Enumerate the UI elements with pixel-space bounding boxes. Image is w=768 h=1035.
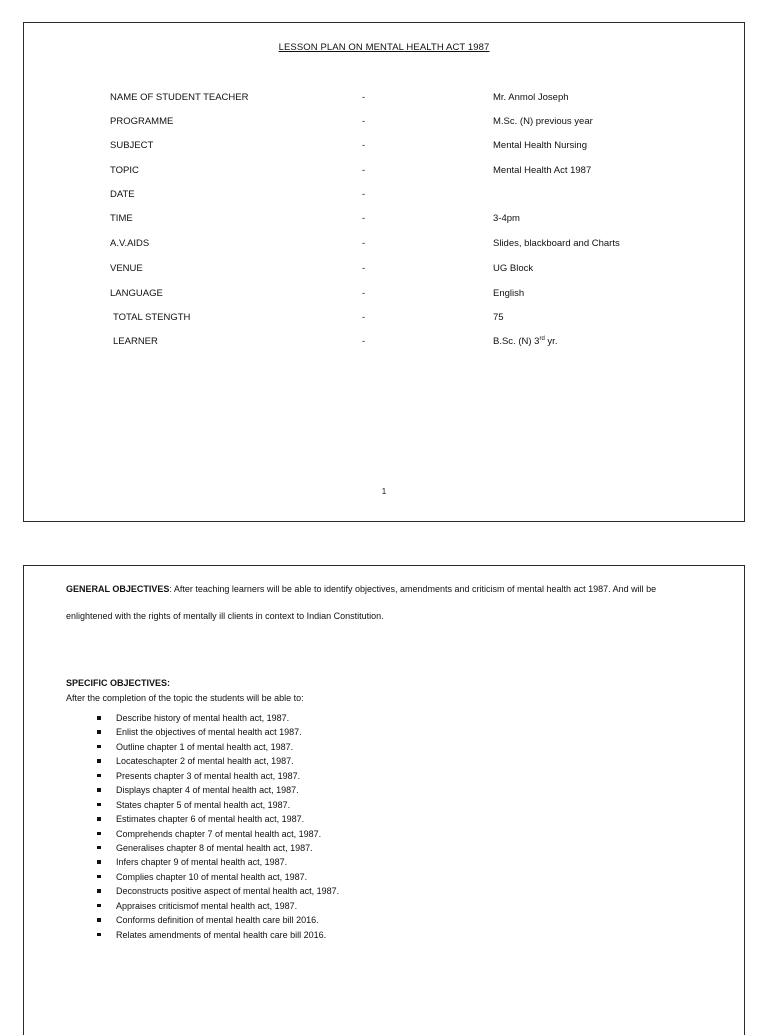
bullet-icon xyxy=(97,730,101,734)
info-label: TOPIC xyxy=(110,165,139,176)
info-label: VENUE xyxy=(110,263,143,274)
objective-text: Estimates chapter 6 of mental health act, 1987. xyxy=(116,814,305,825)
info-value: 3-4pm xyxy=(493,213,520,224)
info-row-date xyxy=(24,189,744,203)
info-value: English xyxy=(493,288,525,299)
document-page-1 xyxy=(23,22,745,522)
info-value: M.Sc. (N) previous year xyxy=(493,116,593,127)
info-value: 75 xyxy=(493,312,504,323)
info-separator: - xyxy=(362,140,366,151)
general-objectives xyxy=(66,585,730,621)
objective-text: Conforms definition of mental health care bill 2016. xyxy=(116,915,319,926)
objective-text: Describe history of mental health act, 1987. xyxy=(116,713,290,723)
objective-text: Relates amendments of mental health care bill 2016. xyxy=(116,929,327,940)
objective-text: Outline chapter 1 of mental health act, 1987. xyxy=(116,741,294,752)
bullet-icon xyxy=(97,788,101,792)
general-objectives-text: : After teaching learners will be able to identify objectives, amendments and criticism of mental health act 1987. And will be xyxy=(169,584,657,594)
bullet-icon xyxy=(97,860,101,864)
learner-value-sup: rd xyxy=(539,335,545,342)
info-separator: - xyxy=(362,263,366,274)
objective-text: Deconstructs positive aspect of mental health act, 1987. xyxy=(116,886,340,897)
info-label: TOTAL STENGTH xyxy=(113,312,191,323)
info-row-subject xyxy=(24,140,744,154)
bullet-icon xyxy=(97,759,101,763)
info-separator: - xyxy=(362,189,366,200)
objective-text: Locateschapter 2 of mental health act, 1987. xyxy=(116,756,294,767)
bullet-icon xyxy=(97,817,101,821)
info-label: TIME xyxy=(110,213,133,224)
info-row-topic xyxy=(24,165,744,179)
general-objectives-line-2: enlightened with the rights of mentally ill clients in context to Indian Constitution. xyxy=(66,611,384,621)
info-row-av-aids xyxy=(24,238,744,252)
document-page-2 xyxy=(23,565,745,1035)
bullet-icon xyxy=(97,918,101,922)
objective-text: Comprehends chapter 7 of mental health act, 1987. xyxy=(116,828,322,839)
info-separator: - xyxy=(362,213,366,224)
info-row-student-teacher xyxy=(24,92,744,106)
info-label: SUBJECT xyxy=(110,140,154,151)
info-value xyxy=(493,336,557,347)
page-number: 1 xyxy=(381,487,387,496)
info-separator: - xyxy=(362,92,366,103)
objective-text: Enlist the objectives of mental health act 1987. xyxy=(116,727,302,738)
objective-text: Appraises criticismof mental health act, 1987. xyxy=(116,900,298,911)
bullet-icon xyxy=(97,875,101,879)
info-label: DATE xyxy=(110,189,135,200)
objective-text: Infers chapter 9 of mental health act, 1987. xyxy=(116,857,288,868)
objective-text: Generalises chapter 8 of mental health act, 1987. xyxy=(116,842,313,853)
info-separator: - xyxy=(362,336,366,347)
info-value: Slides, blackboard and Charts xyxy=(493,238,620,249)
info-row-total-strength xyxy=(24,312,744,326)
objective-text: States chapter 5 of mental health act, 1987. xyxy=(116,799,291,810)
info-value: Mental Health Nursing xyxy=(493,140,587,151)
learner-value-prefix: B.Sc. (N) 3 xyxy=(493,336,540,347)
bullet-icon xyxy=(97,745,101,749)
info-row-venue xyxy=(24,263,744,277)
learner-value-suffix: yr. xyxy=(544,336,558,347)
bullet-icon xyxy=(97,716,101,720)
info-row-language xyxy=(24,288,744,302)
info-label: PROGRAMME xyxy=(110,116,174,127)
lesson-plan-title: LESSON PLAN ON MENTAL HEALTH ACT 1987 xyxy=(278,42,490,53)
objective-text: Complies chapter 10 of mental health act, 1987. xyxy=(116,871,308,882)
info-label: A.V.AIDS xyxy=(110,238,150,249)
info-value: Mental Health Act 1987 xyxy=(493,165,592,176)
info-separator: - xyxy=(362,116,366,127)
bullet-icon xyxy=(97,803,101,807)
info-label: LEARNER xyxy=(113,336,158,347)
bullet-icon xyxy=(97,904,101,908)
info-row-time xyxy=(24,213,744,227)
bullet-icon xyxy=(97,774,101,778)
info-value: UG Block xyxy=(493,263,534,274)
info-value: Mr. Anmol Joseph xyxy=(493,92,569,103)
specific-objectives-heading: SPECIFIC OBJECTIVES: xyxy=(66,678,171,688)
general-objectives-line-1 xyxy=(66,585,730,597)
info-row-programme xyxy=(24,116,744,130)
info-label: LANGUAGE xyxy=(110,288,163,299)
objective-text: Displays chapter 4 of mental health act, 1987. xyxy=(116,785,299,796)
info-separator: - xyxy=(362,238,366,249)
info-row-learner xyxy=(24,336,744,350)
bullet-icon xyxy=(97,846,101,850)
bullet-icon xyxy=(97,933,101,937)
objective-text: Presents chapter 3 of mental health act, 1987. xyxy=(116,770,301,781)
general-objectives-heading: GENERAL OBJECTIVES xyxy=(66,584,170,594)
specific-objectives-intro: After the completion of the topic the students will be able to: xyxy=(66,693,304,703)
info-separator: - xyxy=(362,288,366,299)
info-separator: - xyxy=(362,312,366,323)
info-label: NAME OF STUDENT TEACHER xyxy=(110,92,249,103)
bullet-icon xyxy=(97,832,101,836)
info-separator: - xyxy=(362,165,366,176)
bullet-icon xyxy=(97,889,101,893)
